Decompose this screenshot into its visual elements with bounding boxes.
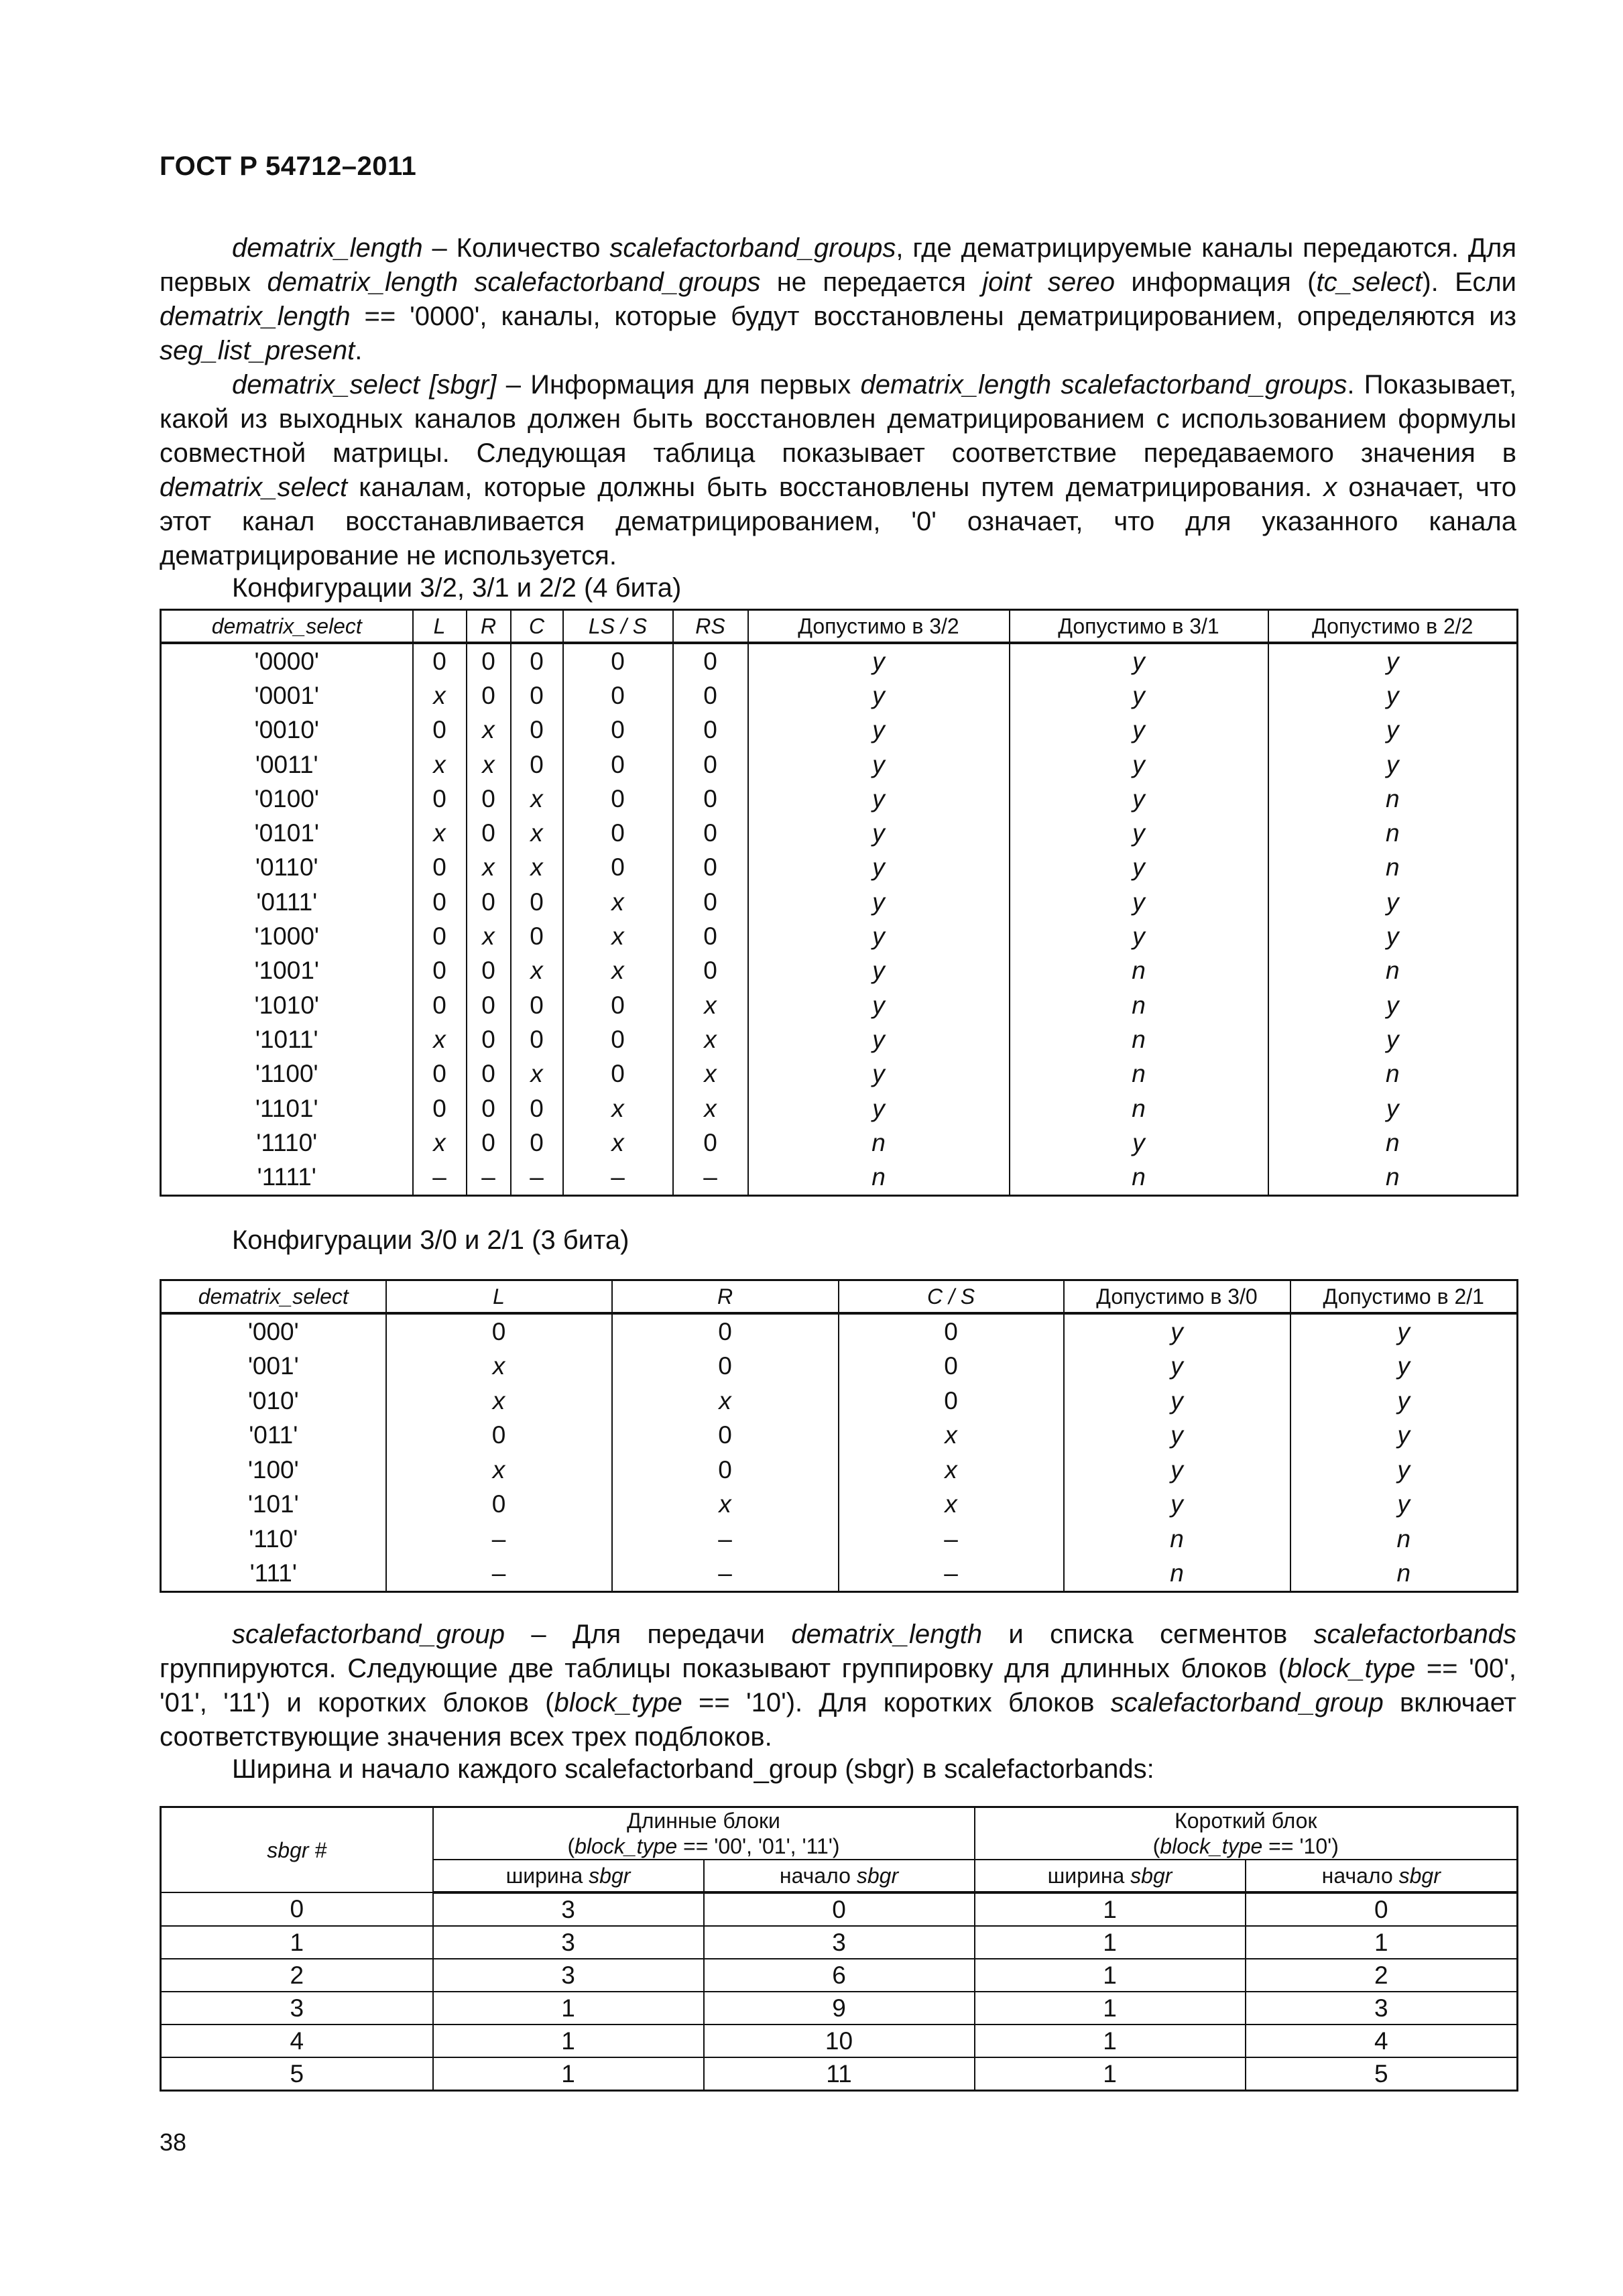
table-cell: x — [673, 1057, 748, 1091]
table-cell: 1 — [975, 1926, 1246, 1959]
table-cell: '0010' — [161, 713, 413, 747]
table-cell: 0 — [563, 713, 673, 747]
table-cell: 0 — [413, 919, 467, 953]
table2-caption: Конфигурации 3/0 и 2/1 (3 бита) — [232, 1225, 629, 1255]
table-cell: x — [511, 1057, 563, 1091]
table-cell: '0011' — [161, 747, 413, 782]
table-row — [161, 1160, 1518, 1195]
table-cell: y — [748, 988, 1010, 1022]
table-cell: 0 — [612, 1349, 839, 1384]
table-cell: 0 — [839, 1384, 1064, 1418]
table-cell: 6 — [704, 1959, 975, 1992]
table-cell: 0 — [563, 851, 673, 885]
table-cell: 0 — [511, 885, 563, 919]
table-cell: 0 — [467, 816, 511, 850]
table-cell: 0 — [839, 1313, 1064, 1349]
table-cell: x — [413, 1022, 467, 1056]
table-cell: 1 — [433, 1992, 704, 2025]
long-blocks-type: (block_type == '00', '01', '11') — [567, 1834, 840, 1858]
table-cell: x — [511, 816, 563, 850]
table-cell: x — [413, 816, 467, 850]
table-cell: x — [467, 713, 511, 747]
table-cell: 0 — [511, 713, 563, 747]
table-row — [161, 816, 1518, 850]
table-cell: 3 — [433, 1959, 704, 1992]
table-row — [161, 1126, 1518, 1160]
table-cell: 0 — [413, 954, 467, 988]
table-cell: y — [1064, 1488, 1290, 1522]
table-cell: 0 — [413, 988, 467, 1022]
table-cell: x — [612, 1384, 839, 1418]
table-cell: y — [1268, 919, 1518, 953]
table-cell: 0 — [467, 1022, 511, 1056]
table-cell: n — [1010, 954, 1268, 988]
table-cell: 0 — [467, 1091, 511, 1126]
table-row — [161, 1418, 1518, 1453]
table-cell: 0 — [612, 1453, 839, 1488]
table-cell: 1 — [433, 2025, 704, 2057]
table-row — [161, 2025, 1518, 2057]
table-cell: y — [1268, 885, 1518, 919]
table-cell: y — [748, 851, 1010, 885]
table-cell: 0 — [673, 919, 748, 953]
table-cell: y — [748, 1091, 1010, 1126]
paragraph-dematrix-select: dematrix_select [sbgr] – Информация для первых dematrix_length scalefactorband_groups. Показывает, какой из выходных каналов должен быть восстановлен дематрицированием с использованием формулы совместной матрицы. Следующая таблица показывает соответствие передаваемого значения в dematrix_select каналам, которые должны быть восстановлены путем дематрицирования. x означает, что этот канал восстанавливается дематрицированием, '0' означает, что для указанного канала дематрицирование не используется. — [160, 370, 1516, 570]
table-cell: '100' — [161, 1453, 386, 1488]
table-cell: y — [748, 747, 1010, 782]
table-cell: 0 — [413, 1091, 467, 1126]
table-cell: 0 — [612, 1313, 839, 1349]
table-cell: y — [1268, 643, 1518, 678]
table-cell: y — [1064, 1384, 1290, 1418]
table-cell: y — [1290, 1488, 1518, 1522]
table-row — [161, 988, 1518, 1022]
sbgr-number-header: sbgr # — [161, 1807, 433, 1893]
table-cell: 0 — [563, 782, 673, 816]
table-cell: 0 — [511, 1022, 563, 1056]
short-block-type: (block_type == '10') — [1152, 1834, 1339, 1858]
table-cell: – — [612, 1522, 839, 1557]
table-cell: 1 — [433, 2057, 704, 2091]
standard-id: ГОСТ Р 54712–2011 — [160, 152, 417, 181]
table-cell: 0 — [673, 954, 748, 988]
table-cell: 10 — [704, 2025, 975, 2057]
table-row — [161, 1313, 1518, 1349]
table-cell: 0 — [612, 1418, 839, 1453]
table-cell: – — [413, 1160, 467, 1195]
table-cell: y — [748, 885, 1010, 919]
table-cell: 0 — [511, 643, 563, 678]
table-cell: 0 — [467, 678, 511, 713]
table-cell: x — [467, 919, 511, 953]
table-cell: 0 — [673, 678, 748, 713]
table-cell: 0 — [563, 816, 673, 850]
table-cell: x — [563, 919, 673, 953]
table-cell: 0 — [563, 678, 673, 713]
table-cell: y — [1290, 1384, 1518, 1418]
table-row — [161, 1057, 1518, 1091]
table-row — [161, 1959, 1518, 1992]
table-cell: 0 — [467, 954, 511, 988]
table-cell: x — [839, 1418, 1064, 1453]
table-cell: '1101' — [161, 1091, 413, 1126]
table-cell: n — [1010, 1160, 1268, 1195]
table-cell: y — [1290, 1349, 1518, 1384]
table-cell: 0 — [511, 988, 563, 1022]
table-cell: n — [748, 1126, 1010, 1160]
page-number: 38 — [160, 2128, 187, 2156]
table-cell: 0 — [673, 851, 748, 885]
table-cell: x — [467, 747, 511, 782]
table-4bit-configurations — [160, 609, 1518, 1197]
table-cell: n — [1290, 1522, 1518, 1557]
table-cell: n — [1268, 1057, 1518, 1091]
table2-header: L — [386, 1280, 612, 1314]
table-cell: y — [748, 1057, 1010, 1091]
table-row — [161, 1522, 1518, 1557]
table-cell: 1 — [161, 1926, 433, 1959]
table-cell: 0 — [563, 1057, 673, 1091]
table2-header: R — [612, 1280, 839, 1314]
table-3bit-configurations — [160, 1279, 1518, 1593]
table-cell: y — [1010, 643, 1268, 678]
table-cell: x — [386, 1453, 612, 1488]
table-cell: y — [1268, 1091, 1518, 1126]
table-cell: 1 — [975, 1892, 1246, 1926]
table-cell: '1011' — [161, 1022, 413, 1056]
table-cell: 0 — [563, 747, 673, 782]
table-cell: n — [1010, 1057, 1268, 1091]
table-row — [161, 1384, 1518, 1418]
table-cell: '1010' — [161, 988, 413, 1022]
long-blocks-label: Длинные блоки — [627, 1809, 780, 1833]
table-cell: 0 — [673, 816, 748, 850]
table-row — [161, 747, 1518, 782]
table-cell: y — [1268, 1022, 1518, 1056]
table-cell: 0 — [386, 1488, 612, 1522]
table-cell: 0 — [673, 782, 748, 816]
table-row — [161, 1557, 1518, 1592]
short-width-header: ширина sbgr — [975, 1860, 1246, 1892]
table-row — [161, 1488, 1518, 1522]
table-cell: '1000' — [161, 919, 413, 953]
table-cell: 5 — [161, 2057, 433, 2091]
table-cell: 3 — [1246, 1992, 1518, 2025]
table-row — [161, 954, 1518, 988]
table-cell: n — [1064, 1522, 1290, 1557]
table-cell: 1 — [975, 2025, 1246, 2057]
table1-header: Допустимо в 3/2 — [748, 610, 1010, 644]
table-cell: n — [1268, 1126, 1518, 1160]
table2-header: Допустимо в 3/0 — [1064, 1280, 1290, 1314]
table1-header: dematrix_select — [161, 610, 413, 644]
table-cell: y — [1010, 782, 1268, 816]
table-cell: 2 — [1246, 1959, 1518, 1992]
table-cell: y — [1290, 1418, 1518, 1453]
table-cell: n — [1010, 1091, 1268, 1126]
table-cell: y — [1064, 1349, 1290, 1384]
table-cell: '101' — [161, 1488, 386, 1522]
table-cell: '0101' — [161, 816, 413, 850]
table-cell: 0 — [467, 643, 511, 678]
table-row — [161, 643, 1518, 678]
table-cell: y — [1010, 816, 1268, 850]
table-cell: 0 — [467, 1126, 511, 1160]
table-cell: 1 — [975, 1992, 1246, 2025]
table-cell: 0 — [413, 782, 467, 816]
table-cell: x — [563, 954, 673, 988]
table-cell: 0 — [563, 1022, 673, 1056]
table-row — [161, 1022, 1518, 1056]
paragraph-scalefactorband-group: scalefactorband_group – Для передачи dematrix_length и списка сегментов scalefactorbands группируются. Следующие две таблицы показывают группировку для длинных блоков (block_type == '00', '01', '11') и коротких блоков (block_type == '10'). Для коротких блоков scalefactorband_group включает соответствующие значения всех трех подблоков. — [160, 1620, 1517, 1752]
table-cell: x — [563, 1126, 673, 1160]
table-cell: y — [1290, 1313, 1518, 1349]
table-cell: 0 — [704, 1892, 975, 1926]
table-cell: x — [386, 1384, 612, 1418]
table-cell: 0 — [673, 713, 748, 747]
table1-header: C — [511, 610, 563, 644]
table-cell: 0 — [386, 1418, 612, 1453]
table-cell: 0 — [839, 1349, 1064, 1384]
table-cell: y — [1268, 747, 1518, 782]
table1-header: LS / S — [563, 610, 673, 644]
table-cell: n — [1010, 988, 1268, 1022]
table-cell: y — [1010, 1126, 1268, 1160]
long-blocks-header — [433, 1807, 975, 1860]
table-cell: '110' — [161, 1522, 386, 1557]
table-cell: 0 — [673, 643, 748, 678]
short-block-header — [975, 1807, 1518, 1860]
table-cell: 0 — [673, 885, 748, 919]
table-cell: y — [1268, 713, 1518, 747]
table-cell: 9 — [704, 1992, 975, 2025]
table-cell: 0 — [413, 713, 467, 747]
table-cell: y — [748, 919, 1010, 953]
table-row — [161, 851, 1518, 885]
paragraph-dematrix-length: dematrix_length – Количество scalefactorband_groups, где дематрицируемые каналы передаются. Для первых dematrix_length scalefactorband_groups не передается joint sereo информация (tc_select). Если dematrix_length == '0000', каналы, которые будут восстановлены дематрицированием, определяются из seg_list_present. — [160, 233, 1517, 365]
table-cell: y — [748, 1022, 1010, 1056]
table-cell: n — [1268, 851, 1518, 885]
table-cell: x — [839, 1488, 1064, 1522]
table-cell: y — [748, 816, 1010, 850]
table-cell: 0 — [511, 747, 563, 782]
table-cell: x — [511, 851, 563, 885]
table-cell: 3 — [704, 1926, 975, 1959]
table-cell: n — [1268, 816, 1518, 850]
table-cell: 0 — [413, 1057, 467, 1091]
table-cell: '0100' — [161, 782, 413, 816]
table-cell: 1 — [975, 2057, 1246, 2091]
long-start-header: начало sbgr — [704, 1860, 975, 1892]
table-cell: 3 — [433, 1892, 704, 1926]
table-cell: n — [1268, 1160, 1518, 1195]
table-cell: 0 — [467, 988, 511, 1022]
table-cell: 0 — [673, 1126, 748, 1160]
table-cell: 3 — [161, 1992, 433, 2025]
table1-header: L — [413, 610, 467, 644]
short-block-label: Короткий блок — [1175, 1809, 1317, 1833]
table-cell: 0 — [161, 1892, 433, 1926]
table-row — [161, 919, 1518, 953]
long-width-header: ширина sbgr — [433, 1860, 704, 1892]
table-cell: x — [413, 678, 467, 713]
table-cell: y — [748, 713, 1010, 747]
table-cell: x — [612, 1488, 839, 1522]
table-cell: 0 — [413, 643, 467, 678]
short-start-header: начало sbgr — [1246, 1860, 1518, 1892]
table-row — [161, 1992, 1518, 2025]
table-cell: – — [511, 1160, 563, 1195]
table-cell: '0001' — [161, 678, 413, 713]
table-row — [161, 713, 1518, 747]
table2-header: Допустимо в 2/1 — [1290, 1280, 1518, 1314]
table-cell: x — [673, 1091, 748, 1126]
table-cell: – — [673, 1160, 748, 1195]
table-cell: 0 — [467, 1057, 511, 1091]
table-cell: – — [839, 1522, 1064, 1557]
table-cell: y — [748, 643, 1010, 678]
table-row — [161, 2057, 1518, 2091]
table-cell: x — [386, 1349, 612, 1384]
table-cell: y — [1010, 851, 1268, 885]
table-row — [161, 1349, 1518, 1384]
table-cell: x — [413, 747, 467, 782]
table-cell: '0000' — [161, 643, 413, 678]
table-cell: x — [673, 1022, 748, 1056]
table-cell: '111' — [161, 1557, 386, 1592]
table1-header: Допустимо в 3/1 — [1010, 610, 1268, 644]
table1-header: R — [467, 610, 511, 644]
table-cell: x — [563, 1091, 673, 1126]
table-row — [161, 1892, 1518, 1926]
table-cell: 0 — [1246, 1892, 1518, 1926]
table-cell: y — [748, 678, 1010, 713]
table-cell: '001' — [161, 1349, 386, 1384]
table1-header: Допустимо в 2/2 — [1268, 610, 1518, 644]
table-row — [161, 885, 1518, 919]
table-cell: 0 — [673, 747, 748, 782]
table-cell: '1001' — [161, 954, 413, 988]
table-sbgr-widths — [160, 1806, 1518, 2092]
table-cell: '1111' — [161, 1160, 413, 1195]
table-cell: 0 — [511, 678, 563, 713]
table-cell: y — [1268, 678, 1518, 713]
table1-caption: Конфигурации 3/2, 3/1 и 2/2 (4 бита) — [232, 573, 682, 603]
table-row — [161, 782, 1518, 816]
table-cell: '0111' — [161, 885, 413, 919]
table-cell: y — [748, 954, 1010, 988]
table-cell: 0 — [467, 782, 511, 816]
table-cell: – — [563, 1160, 673, 1195]
table-cell: 2 — [161, 1959, 433, 1992]
table2-header: dematrix_select — [161, 1280, 386, 1314]
table-cell: '0110' — [161, 851, 413, 885]
table-row — [161, 1926, 1518, 1959]
table-row — [161, 678, 1518, 713]
table-cell: 0 — [413, 885, 467, 919]
table-cell: 0 — [563, 643, 673, 678]
table-cell: 0 — [511, 1091, 563, 1126]
table-cell: y — [1290, 1453, 1518, 1488]
table-cell: x — [511, 954, 563, 988]
table3-caption: Ширина и начало каждого scalefactorband_group (sbgr) в scalefactorbands: — [232, 1754, 1154, 1784]
table-cell: 0 — [511, 919, 563, 953]
table-cell: '1110' — [161, 1126, 413, 1160]
table-cell: – — [386, 1557, 612, 1592]
table-cell: 3 — [433, 1926, 704, 1959]
table-cell: n — [1268, 782, 1518, 816]
table-cell: x — [467, 851, 511, 885]
table-cell: y — [1064, 1453, 1290, 1488]
table-cell: n — [1010, 1022, 1268, 1056]
table-cell: y — [1010, 919, 1268, 953]
table-cell: 5 — [1246, 2057, 1518, 2091]
table-cell: n — [748, 1160, 1010, 1195]
table-cell: y — [1010, 713, 1268, 747]
table-cell: x — [839, 1453, 1064, 1488]
table-cell: 1 — [975, 1959, 1246, 1992]
table-cell: y — [1064, 1418, 1290, 1453]
table-cell: x — [563, 885, 673, 919]
table-cell: y — [1268, 988, 1518, 1022]
table-cell: – — [467, 1160, 511, 1195]
table-cell: x — [673, 988, 748, 1022]
table-cell: x — [511, 782, 563, 816]
table-cell: y — [1010, 678, 1268, 713]
table-cell: '000' — [161, 1313, 386, 1349]
table-cell: – — [839, 1557, 1064, 1592]
table-row — [161, 1091, 1518, 1126]
table-cell: – — [386, 1522, 612, 1557]
table-cell: 1 — [1246, 1926, 1518, 1959]
table-cell: 0 — [467, 885, 511, 919]
table-cell: n — [1064, 1557, 1290, 1592]
table-cell: y — [1064, 1313, 1290, 1349]
table-cell: n — [1268, 954, 1518, 988]
table-cell: 0 — [386, 1313, 612, 1349]
table-cell: 0 — [511, 1126, 563, 1160]
table-cell: '1100' — [161, 1057, 413, 1091]
table-cell: 0 — [413, 851, 467, 885]
table2-header: C / S — [839, 1280, 1064, 1314]
table1-header: RS — [673, 610, 748, 644]
table-cell: n — [1290, 1557, 1518, 1592]
table-row — [161, 1453, 1518, 1488]
table-cell: 0 — [563, 988, 673, 1022]
table-cell: '010' — [161, 1384, 386, 1418]
table-cell: 4 — [1246, 2025, 1518, 2057]
table-cell: '011' — [161, 1418, 386, 1453]
table-cell: y — [1010, 747, 1268, 782]
table-cell: 4 — [161, 2025, 433, 2057]
table-cell: – — [612, 1557, 839, 1592]
table-cell: 11 — [704, 2057, 975, 2091]
table-cell: y — [748, 782, 1010, 816]
table-cell: x — [413, 1126, 467, 1160]
table-cell: y — [1010, 885, 1268, 919]
